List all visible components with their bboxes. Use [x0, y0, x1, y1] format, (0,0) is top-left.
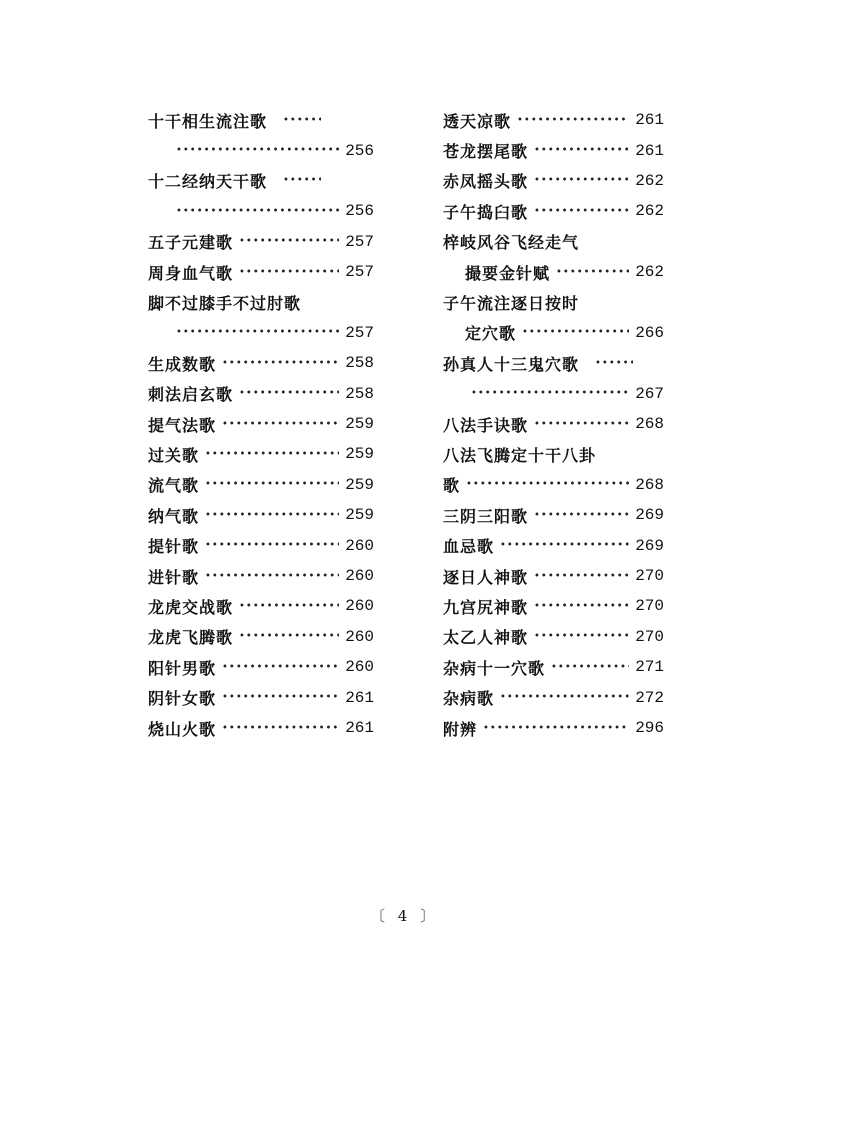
toc-entry-title: 进针歌 — [148, 567, 200, 587]
dot-leader — [205, 571, 339, 582]
toc-entry-title: 提气法歌 — [148, 415, 217, 435]
toc-entry-title: 过关歌 — [148, 445, 200, 465]
toc-entry-title: 五子元建歌 — [148, 233, 234, 253]
toc-entry-page: 260 — [345, 658, 374, 677]
toc-entry — [443, 409, 664, 439]
toc-entry-title: 八法飞腾定十干八卦 — [443, 445, 597, 465]
dot-leader — [222, 358, 339, 369]
toc-entry — [148, 227, 374, 257]
toc-entry — [443, 622, 664, 652]
toc-entry — [443, 652, 664, 682]
toc-entry-title: 定穴歌 — [465, 324, 517, 344]
toc-entry-title: 九宫尻神歌 — [443, 597, 529, 617]
toc-entry-title: 烧山火歌 — [148, 719, 217, 739]
toc-entry — [148, 470, 374, 500]
toc-entry — [148, 166, 374, 196]
toc-entry — [148, 105, 374, 135]
dot-leader — [534, 145, 629, 156]
dot-leader — [239, 601, 339, 612]
toc-entry-page: 259 — [345, 415, 374, 434]
toc-entry-page: 262 — [635, 263, 664, 282]
toc-entry-page: 260 — [345, 536, 374, 555]
toc-entry-title: 血忌歌 — [443, 537, 495, 557]
toc-entry — [148, 591, 374, 621]
dot-leader — [239, 236, 339, 247]
toc-entry — [443, 682, 664, 712]
toc-entry — [148, 196, 374, 226]
toc-entry — [148, 257, 374, 287]
toc-entry-title: 撮要金针赋 — [465, 263, 551, 283]
toc-entry — [443, 287, 664, 317]
toc-entry-title: 提针歌 — [148, 537, 200, 557]
dot-leader — [239, 388, 339, 399]
toc-entry — [148, 439, 374, 469]
toc-entry — [443, 166, 664, 196]
toc-entry — [443, 105, 664, 135]
toc-entry-page: 271 — [635, 658, 664, 677]
toc-entry — [148, 287, 374, 317]
toc-entry — [443, 439, 664, 469]
toc-entry-page: 261 — [345, 719, 374, 737]
toc-entry — [148, 348, 374, 378]
toc-entry-page: 269 — [635, 506, 664, 525]
toc-entry-page: 259 — [345, 475, 374, 494]
toc-entry-page: 261 — [635, 141, 664, 160]
toc-entry-title: 十二经纳天干歌 — [148, 172, 268, 192]
dot-leader — [283, 115, 321, 126]
toc-entry-page: 267 — [635, 384, 664, 403]
dot-leader — [205, 479, 339, 490]
toc-entry — [148, 409, 374, 439]
toc-entry-page: 269 — [635, 536, 664, 555]
toc-entry-page: 259 — [345, 445, 374, 464]
toc-entry-title: 龙虎飞腾歌 — [148, 628, 234, 648]
toc-entry-title: 脚不过膝手不过肘歌 — [148, 294, 302, 314]
toc-entry-title: 逐日人神歌 — [443, 567, 529, 587]
toc-entry-title: 歌 — [443, 476, 461, 496]
toc-entry-title: 太乙人神歌 — [443, 628, 529, 648]
toc-entry-title: 八法手诀歌 — [443, 415, 529, 435]
dot-leader — [595, 358, 633, 369]
toc-left-column — [148, 105, 374, 743]
toc-entry-title: 透天凉歌 — [443, 111, 512, 131]
dot-leader — [176, 145, 339, 156]
dot-leader — [205, 540, 339, 551]
toc-entry — [443, 379, 664, 409]
dot-leader — [500, 540, 629, 551]
dot-leader — [222, 662, 339, 673]
toc-entry — [443, 318, 664, 348]
toc-entry — [443, 196, 664, 226]
toc-entry — [148, 561, 374, 591]
toc-entry-page: 268 — [635, 475, 664, 494]
toc-entry-page: 257 — [345, 232, 374, 251]
toc-entry — [443, 500, 664, 530]
toc-entry-title: 纳气歌 — [148, 506, 200, 526]
dot-leader — [534, 601, 629, 612]
toc-entry — [443, 530, 664, 560]
toc-entry — [443, 348, 664, 378]
toc-entry — [148, 500, 374, 530]
toc-entry — [443, 257, 664, 287]
dot-leader — [205, 449, 339, 460]
toc-entry-title: 杂病十一穴歌 — [443, 658, 546, 678]
toc-entry-page: 260 — [345, 627, 374, 646]
toc-entry-page: 270 — [635, 627, 664, 646]
toc-entry-page: 260 — [345, 597, 374, 616]
toc-entry-page: 256 — [345, 141, 374, 160]
toc-entry — [148, 622, 374, 652]
toc-entry-title: 周身血气歌 — [148, 263, 234, 283]
dot-leader — [222, 723, 339, 734]
dot-leader — [466, 479, 629, 490]
toc-entry-title: 附辨 — [443, 719, 478, 739]
toc-entry-page: 262 — [635, 202, 664, 221]
toc-entry — [443, 591, 664, 621]
toc-entry-title: 刺法启玄歌 — [148, 385, 234, 405]
toc-entry-page: 268 — [635, 415, 664, 434]
toc-entry-title: 孙真人十三鬼穴歌 — [443, 354, 580, 374]
toc-entry-page: 266 — [635, 323, 664, 342]
dot-leader — [176, 206, 339, 217]
dot-leader — [222, 692, 339, 703]
toc-entry — [443, 561, 664, 591]
toc-entry-title: 梓岐风谷飞经走气 — [443, 233, 580, 253]
toc-entry-page: 258 — [345, 354, 374, 373]
toc-entry-page: 257 — [345, 263, 374, 282]
toc-entry — [148, 682, 374, 712]
dot-leader — [534, 419, 629, 430]
dot-leader — [534, 206, 629, 217]
toc-entry — [443, 135, 664, 165]
dot-leader — [534, 510, 629, 521]
dot-leader — [551, 662, 629, 673]
dot-leader — [176, 327, 339, 338]
dot-leader — [534, 571, 629, 582]
dot-leader — [500, 692, 629, 703]
toc-entry — [148, 713, 374, 743]
toc-entry-page: 272 — [635, 688, 664, 707]
toc-entry-title: 流气歌 — [148, 476, 200, 496]
toc-entry-page: 270 — [635, 567, 664, 586]
toc-entry-title: 赤凤摇头歌 — [443, 172, 529, 192]
dot-leader — [517, 115, 629, 126]
dot-leader — [239, 631, 339, 642]
dot-leader — [483, 723, 629, 734]
toc-entry-page: 261 — [345, 688, 374, 707]
toc-entry-page: 270 — [635, 597, 664, 616]
toc-entry — [443, 470, 664, 500]
toc-entry — [148, 379, 374, 409]
toc-entry — [443, 713, 664, 743]
toc-entry-title: 十干相生流注歌 — [148, 111, 268, 131]
toc-entry — [148, 135, 374, 165]
toc-entry — [148, 318, 374, 348]
toc-entry-page: 261 — [635, 111, 664, 130]
toc-entry-title: 龙虎交战歌 — [148, 597, 234, 617]
dot-leader — [222, 419, 339, 430]
toc-entry-page: 259 — [345, 506, 374, 525]
dot-leader — [205, 510, 339, 521]
toc-entry-page: 260 — [345, 567, 374, 586]
dot-leader — [471, 388, 629, 399]
toc-entry-title: 阴针女歌 — [148, 689, 217, 709]
dot-leader — [239, 267, 339, 278]
toc-entry — [443, 227, 664, 257]
dot-leader — [522, 327, 629, 338]
toc-entry-page: 257 — [345, 323, 374, 342]
dot-leader — [534, 175, 629, 186]
toc-entry-page: 296 — [635, 719, 664, 737]
toc-right-column — [443, 105, 664, 743]
toc-entry-title: 阳针男歌 — [148, 658, 217, 678]
toc-entry-page: 262 — [635, 171, 664, 190]
toc-entry-title: 子午捣臼歌 — [443, 202, 529, 222]
dot-leader — [534, 631, 629, 642]
page-number: 〔 4 〕 — [370, 907, 440, 925]
toc-entry-title: 杂病歌 — [443, 689, 495, 709]
dot-leader — [556, 267, 629, 278]
toc-entry-title: 苍龙摆尾歌 — [443, 142, 529, 162]
toc-entry-title: 子午流注逐日按时 — [443, 294, 580, 314]
toc-entry-title: 生成数歌 — [148, 354, 217, 374]
toc-entry-title: 三阴三阳歌 — [443, 506, 529, 526]
toc-entry-page: 258 — [345, 384, 374, 403]
dot-leader — [283, 175, 321, 186]
toc-entry — [148, 530, 374, 560]
toc-entry-page: 256 — [345, 202, 374, 221]
toc-entry — [148, 652, 374, 682]
